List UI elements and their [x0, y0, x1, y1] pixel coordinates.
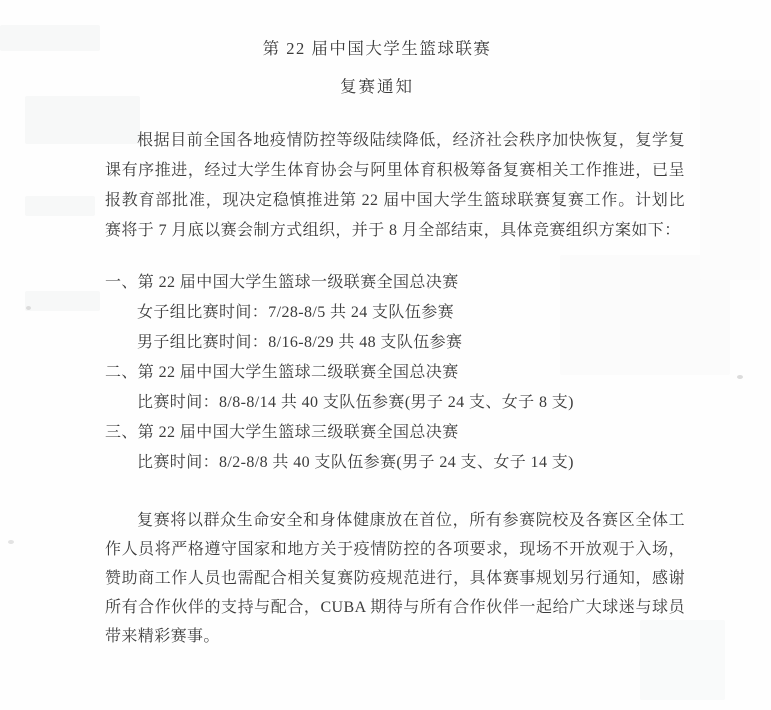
scan-speck — [737, 375, 743, 379]
section-3-heading: 三、第 22 届中国大学生篮球三级联赛全国总决赛 — [105, 424, 459, 441]
document-title: 第 22 届中国大学生篮球联赛 — [262, 39, 492, 58]
scan-smudge — [25, 291, 100, 311]
scan-speck — [26, 306, 31, 310]
scan-smudge — [0, 25, 100, 51]
section-1-heading: 一、第 22 届中国大学生篮球一级联赛全国总决赛 — [105, 274, 459, 291]
document-subtitle: 复赛通知 — [340, 77, 414, 96]
section-2-heading: 二、第 22 届中国大学生篮球二级联赛全国总决赛 — [105, 364, 459, 381]
scan-speck — [8, 540, 14, 544]
scan-smudge — [700, 80, 760, 280]
scan-smudge — [25, 196, 95, 216]
section-1-men-schedule: 男子组比赛时间：8/16-8/29 共 48 支队伍参赛 — [137, 334, 463, 351]
section-3-schedule: 比赛时间：8/2-8/8 共 40 支队伍参赛(男子 24 支、女子 14 支) — [137, 454, 574, 471]
intro-paragraph: 根据目前全国各地疫情防控等级陆续降低，经济社会秩序加快恢复，复学复课有序推进，经过大学生体育协会与阿里体育积极筹备复赛相关工作推进，已呈报教育部批准，现决定稳慎推进第 22 届中国大学生篮球联赛复赛工作。计划比赛将于 7 月底以赛会制方式组织，并于 8 月全部结束，具体竞赛组织方案如下： — [105, 132, 685, 239]
closing-paragraph: 复赛将以群众生命安全和身体健康放在首位，所有参赛院校及各赛区全体工作人员将严格遵守国家和地方关于疫情防控的各项要求，现场不开放观于入场，赞助商工作人员也需配合相关复赛防疫规范进行，具体赛事规划另行通知，感谢所有合作伙伴的支持与配合，CUBA 期待与所有合作伙伴一起给广大球迷与球员带来精彩赛事。 — [105, 512, 685, 645]
competition-sections — [105, 268, 685, 478]
section-1-women-schedule: 女子组比赛时间：7/28-8/5 共 24 支队伍参赛 — [137, 304, 455, 321]
document-content — [105, 0, 685, 651]
section-2-schedule: 比赛时间：8/8-8/14 共 40 支队伍参赛(男子 24 支、女子 8 支) — [137, 394, 574, 411]
